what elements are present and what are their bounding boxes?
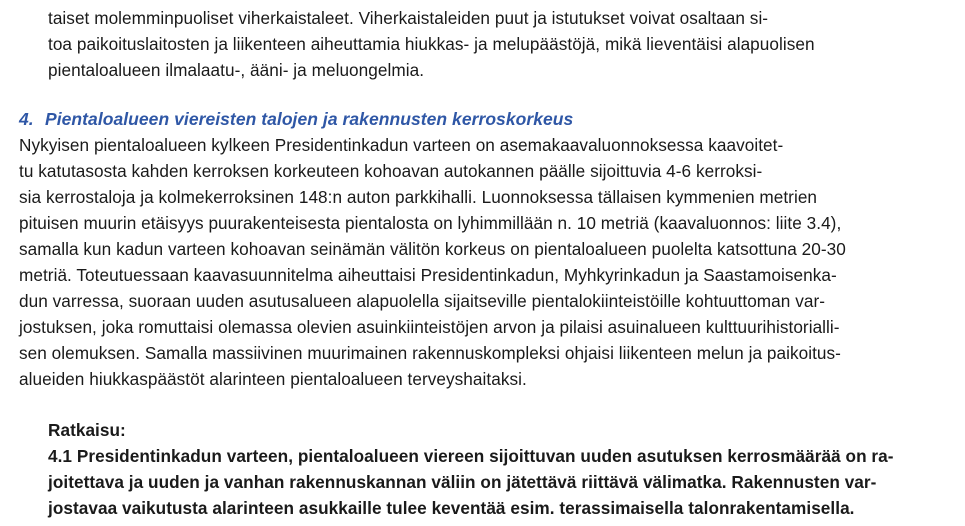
section-line-10: alueiden hiukkaspäästöt alarinteen pientaloalueen terveyshaitaksi.	[19, 369, 527, 389]
intro-line-2: toa paikoituslaitosten ja liikenteen aiheuttamia hiukkas- ja melupäästöjä, mikä lieventäisi alapuolisen	[48, 34, 815, 54]
section-line-3: sia kerrostaloja ja kolmekerroksinen 148:n auton parkkihalli. Luonnoksessa tällaisen kymmenien metrien	[19, 187, 818, 207]
section-line-2: tu katutasosta kahden kerroksen korkeuteen kohoavan autokannen päälle sijoittuvia 4-6 kerroksi-	[19, 161, 763, 181]
section-title: Pientaloalueen viereisten talojen ja rakennusten kerroskorkeus	[45, 109, 574, 129]
section-line-1: Nykyisen pientaloalueen kylkeen Presidentinkadun varteen on asemakaavaluonnoksessa kaavoitet-	[19, 135, 784, 155]
section-heading	[19, 106, 573, 132]
section-line-5: samalla kun kadun varteen kohoavan seinämän välitön korkeus on pientaloalueen puolelta katsottuna 20-30	[19, 239, 846, 259]
solution-label: Ratkaisu:	[48, 420, 126, 440]
solution-line-3: jostavaa vaikutusta alarinteen asukkaille tulee keventää esim. terassimaisella talonrakentamisella.	[48, 498, 855, 518]
section-line-4: pituisen muurin etäisyys puurakenteisesta pientalosta on lyhimmillään n. 10 metriä (kaavaluonnos: liite 3.4),	[19, 213, 842, 233]
section-line-7: dun varressa, suoraan uuden asutusalueen alapuolella sijaitseville pientalokiinteistöille kohtuuttoman var-	[19, 291, 826, 311]
solution-line-2: joitettava ja uuden ja vanhan rakennuskannan väliin on jätettävä riittävä välimatka. Rakennusten var-	[48, 472, 877, 492]
section-number: 4.	[19, 109, 34, 129]
intro-line-1: taiset molemminpuoliset viherkaistaleet. Viherkaistaleiden puut ja istutukset voivat osaltaan si-	[48, 8, 769, 28]
section-line-6: metriä. Toteutuessaan kaavasuunnitelma aiheuttaisi Presidentinkadun, Myhkyrinkadun ja Saastamoisenka-	[19, 265, 837, 285]
solution-line-1: 4.1 Presidentinkadun varteen, pientaloalueen viereen sijoittuvan uuden asutuksen kerrosmäärää on ra-	[48, 446, 894, 466]
intro-line-3: pientaloalueen ilmalaatu-, ääni- ja meluongelmia.	[48, 60, 425, 80]
section-line-9: sen olemuksen. Samalla massiivinen muurimainen rakennuskompleksi ohjaisi liikenteen melun ja paikoitus-	[19, 343, 841, 363]
section-line-8: jostuksen, joka romuttaisi olemassa olevien asuinkiinteistöjen arvon ja pilaisi asuinalueen kulttuurihistorialli-	[19, 317, 840, 337]
